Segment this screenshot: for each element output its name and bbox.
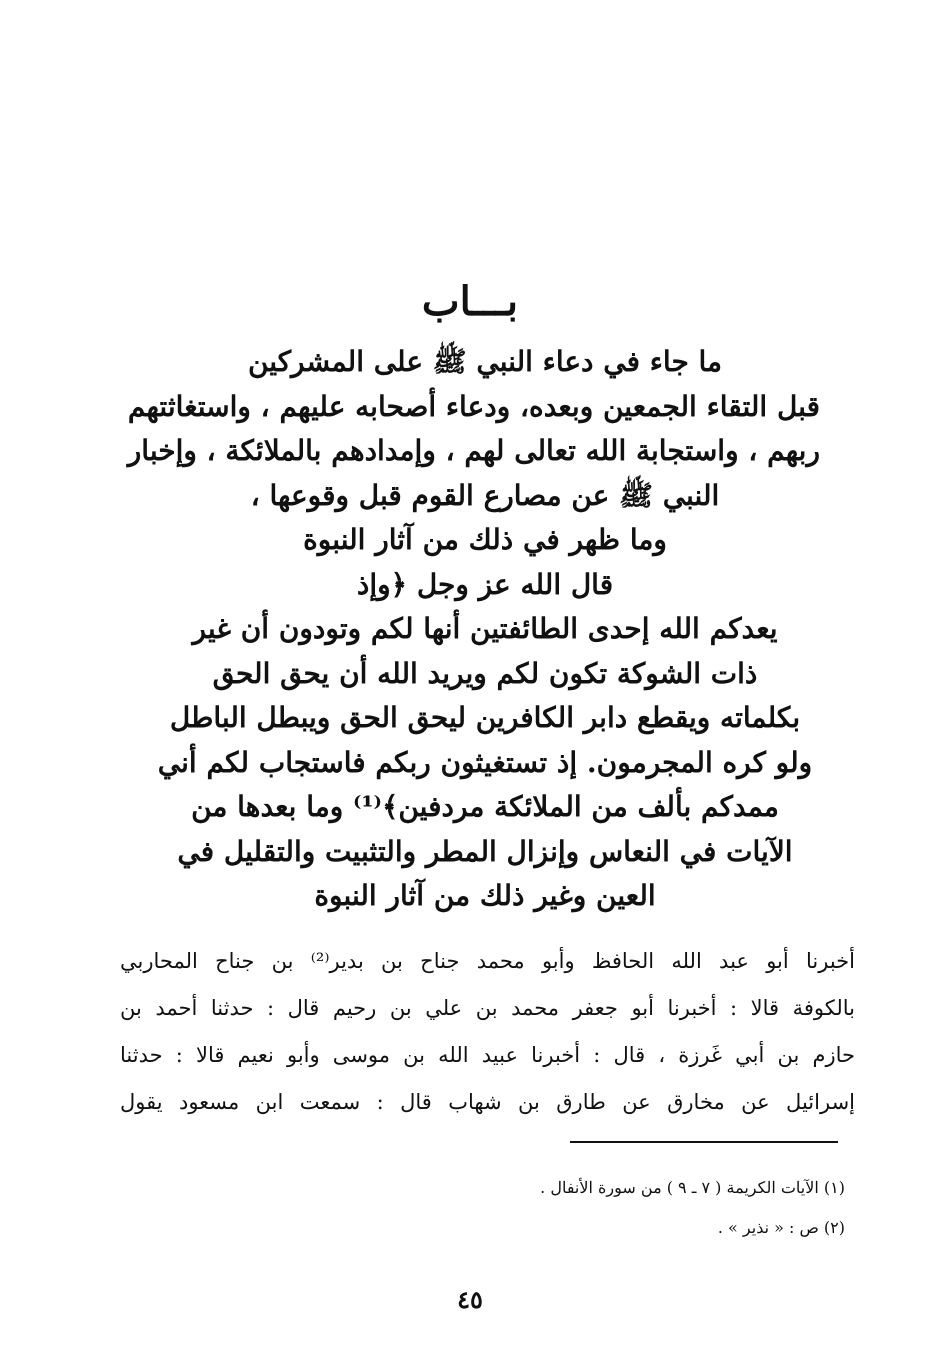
- title-line: ولو كره المجرمون. إذ تستغيثون ربكم فاستجاب لكم أني: [157, 745, 813, 779]
- body-line: حازم بن أبي غَرزة ، قال : أخبرنا عبيد الله بن موسى وأبو نعيم قالا : حدثنا: [120, 1043, 855, 1067]
- title-line: قبل التقاء الجمعين وبعده، ودعاء أصحابه عليهم ، واستغاثتهم: [127, 389, 820, 423]
- body-paragraph: [120, 938, 855, 1126]
- title-line: بكلماته ويقطع دابر الكافرين ليحق الحق ويبطل الباطل: [169, 701, 801, 734]
- body-line: أخبرنا أبو عبد الله الحافظ وأبو محمد جناح بن بدير⁽²⁾ بن جناح المحاربي: [120, 949, 855, 973]
- title-line: قال الله عز وجل ﴿وإذ: [356, 567, 614, 601]
- chapter-title: [127, 340, 820, 919]
- footnote-divider: [570, 1141, 838, 1143]
- body-line: بالكوفة قالا : أخبرنا أبو جعفر محمد بن علي بن رحيم قال : حدثنا أحمد بن: [120, 996, 855, 1020]
- title-line: العين وغير ذلك من آثار النبوة: [314, 879, 656, 912]
- footnotes: [300, 1168, 845, 1248]
- title-line: ذات الشوكة تكون لكم ويريد الله أن يحق الحق: [212, 656, 758, 690]
- page-number: ٤٥: [457, 1285, 483, 1314]
- footnote: (٢) ص : « نذير » .: [717, 1218, 845, 1237]
- title-line: الآيات في النعاس وإنزال المطر والتثبيت والتقليل في: [177, 834, 793, 868]
- title-line: ممدكم بألف من الملائكة مردفين﴾⁽¹⁾ وما بعدها من: [191, 790, 779, 823]
- footnote: (١) الآيات الكريمة ( ٧ ـ ٩ ) من سورة الأنفال .: [540, 1178, 845, 1197]
- title-line: ربهم ، واستجابة الله تعالى لهم ، وإمدادهم بالملائكة ، وإخبار: [127, 434, 820, 467]
- title-line: يعدكم الله إحدى الطائفتين أنها لكم وتودون أن غير: [192, 612, 778, 645]
- title-line: ما جاء في دعاء النبي ﷺ على المشركين: [247, 345, 723, 378]
- body-line: إسرائيل عن مخارق عن طارق بن شهاب قال : سمعت ابن مسعود يقول: [120, 1090, 855, 1114]
- chapter-label: بـــاب: [421, 278, 519, 325]
- title-line: وما ظهر في ذلك من آثار النبوة: [303, 523, 667, 556]
- title-line: النبي ﷺ عن مصارع القوم قبل وقوعها ،: [250, 478, 720, 512]
